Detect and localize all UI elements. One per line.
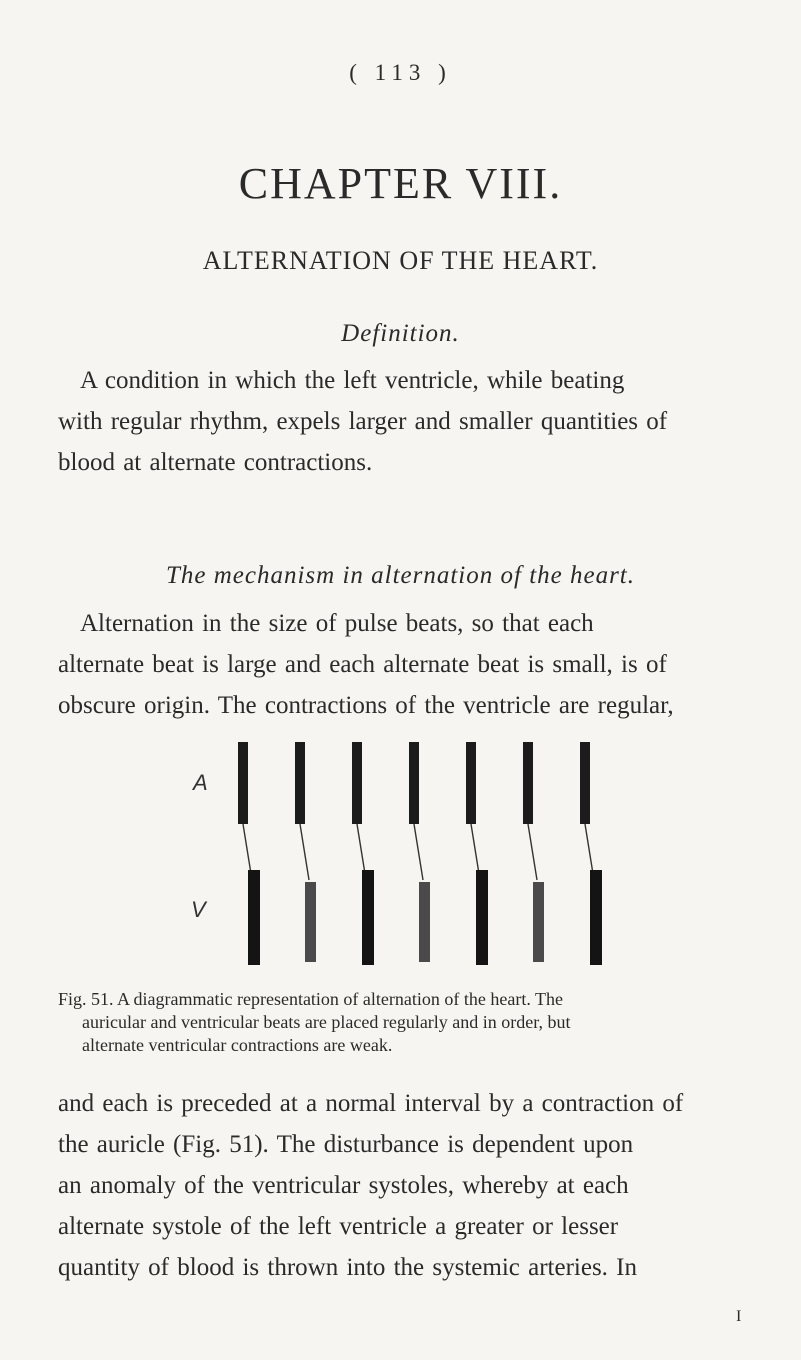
chapter-title: ALTERNATION OF THE HEART. <box>202 246 599 275</box>
ventricular-beat-weak <box>419 882 430 962</box>
ventricular-beat-strong <box>248 870 260 965</box>
ventricle-label: V <box>191 897 206 922</box>
mechanism-line: alternate beat is large and each alternate beat is small, is of <box>58 651 667 678</box>
conduction-line <box>414 824 423 880</box>
chapter-heading: CHAPTER VIII. <box>238 159 563 208</box>
conduction-line <box>300 824 309 880</box>
definition-heading: Definition. <box>341 320 460 347</box>
mechanism-line: Alternation in the size of pulse beats, so that each <box>80 610 594 637</box>
continuation-paragraph <box>58 1083 761 1288</box>
definition-line: A condition in which the left ventricle, while beating <box>80 367 625 394</box>
definition-paragraph <box>58 360 761 483</box>
mechanism-paragraph <box>58 603 761 726</box>
ventricular-beat-strong <box>590 870 602 965</box>
auricular-beat-bar <box>352 742 362 824</box>
page-number: ( 113 ) <box>349 60 452 85</box>
definition-line: with regular rhythm, expels larger and smaller quantities of <box>58 408 668 435</box>
mechanism-line: obscure origin. The contractions of the ventricle are regular, <box>58 692 674 719</box>
auricular-beat-bar <box>580 742 590 824</box>
ventricular-beat-weak <box>533 882 544 962</box>
auricular-beat-bar <box>238 742 248 824</box>
signature-mark: I <box>736 1308 742 1325</box>
caption-line: alternate ventricular contractions are weak. <box>82 1035 393 1055</box>
continuation-line: alternate systole of the left ventricle a greater or lesser <box>58 1213 619 1240</box>
auricle-label: A <box>193 770 208 795</box>
conduction-line <box>528 824 537 880</box>
continuation-line: an anomaly of the ventricular systoles, whereby at each <box>58 1172 629 1199</box>
mechanism-heading: The mechanism in alternation of the heart. <box>165 562 636 589</box>
continuation-line: and each is preceded at a normal interval by a contraction of <box>58 1090 684 1117</box>
definition-line: blood at alternate contractions. <box>58 449 373 476</box>
ventricular-beat-weak <box>305 882 316 962</box>
auricular-beat-bar <box>466 742 476 824</box>
figure-51-diagram <box>185 730 615 980</box>
caption-line: Fig. 51. A diagrammatic representation of alternation of the heart. The <box>58 989 564 1009</box>
auricular-beat-bar <box>409 742 419 824</box>
caption-line: auricular and ventricular beats are placed regularly and in order, but <box>82 1012 571 1032</box>
ventricular-beat-strong <box>362 870 374 965</box>
continuation-line: the auricle (Fig. 51). The disturbance is dependent upon <box>58 1131 634 1158</box>
auricular-beat-bar <box>523 742 533 824</box>
ventricular-beat-strong <box>476 870 488 965</box>
auricular-beat-bar <box>295 742 305 824</box>
continuation-line: quantity of blood is thrown into the systemic arteries. In <box>58 1254 638 1281</box>
figure-caption <box>58 988 764 1057</box>
